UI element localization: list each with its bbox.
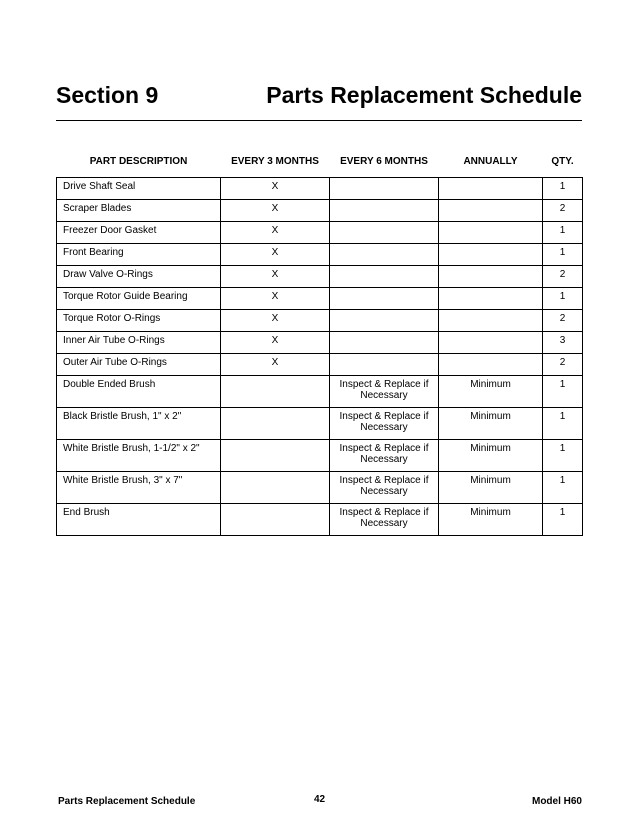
part-description-cell: Freezer Door Gasket bbox=[57, 222, 221, 244]
qty-cell: 1 bbox=[543, 178, 583, 200]
column-header-every-6-months: EVERY 6 MONTHS bbox=[330, 146, 439, 178]
every-6-months-cell: Inspect & Replace if Necessary bbox=[330, 472, 439, 504]
qty-cell: 2 bbox=[543, 200, 583, 222]
column-header-qty: QTY. bbox=[543, 146, 583, 178]
annually-cell: Minimum bbox=[439, 408, 543, 440]
qty-cell: 1 bbox=[543, 440, 583, 472]
table-row bbox=[57, 354, 583, 376]
annually-cell bbox=[439, 266, 543, 288]
table-row bbox=[57, 178, 583, 200]
every-3-months-cell: X bbox=[221, 266, 330, 288]
page-number: 42 bbox=[314, 794, 326, 805]
model-label: Model H60 bbox=[531, 796, 582, 807]
annually-cell: Minimum bbox=[439, 376, 543, 408]
every-6-months-cell bbox=[330, 266, 439, 288]
every-3-months-cell bbox=[221, 504, 330, 536]
part-description-cell: White Bristle Brush, 3" x 7" bbox=[57, 472, 221, 504]
every-6-months-cell bbox=[330, 332, 439, 354]
annually-cell bbox=[439, 244, 543, 266]
part-description-cell: End Brush bbox=[57, 504, 221, 536]
every-3-months-cell: X bbox=[221, 222, 330, 244]
every-6-months-cell: Inspect & Replace if Necessary bbox=[330, 408, 439, 440]
table-row bbox=[57, 310, 583, 332]
annually-cell bbox=[439, 310, 543, 332]
every-3-months-cell bbox=[221, 376, 330, 408]
qty-cell: 1 bbox=[543, 376, 583, 408]
table-row bbox=[57, 376, 583, 408]
annually-cell: Minimum bbox=[439, 504, 543, 536]
annually-cell bbox=[439, 354, 543, 376]
every-3-months-cell bbox=[221, 472, 330, 504]
table-header-row bbox=[57, 146, 583, 178]
table-row bbox=[57, 200, 583, 222]
header-divider bbox=[56, 120, 582, 121]
footer-section-title: Parts Replacement Schedule bbox=[58, 796, 196, 807]
qty-cell: 1 bbox=[543, 504, 583, 536]
column-header-annually: ANNUALLY bbox=[439, 146, 543, 178]
part-description-cell: Scraper Blades bbox=[57, 200, 221, 222]
qty-cell: 1 bbox=[543, 244, 583, 266]
qty-cell: 3 bbox=[543, 332, 583, 354]
table-row bbox=[57, 332, 583, 354]
part-description-cell: Torque Rotor Guide Bearing bbox=[57, 288, 221, 310]
annually-cell bbox=[439, 222, 543, 244]
part-description-cell: Outer Air Tube O-Rings bbox=[57, 354, 221, 376]
annually-cell: Minimum bbox=[439, 440, 543, 472]
parts-schedule-table bbox=[56, 146, 583, 536]
every-3-months-cell bbox=[221, 408, 330, 440]
every-6-months-cell bbox=[330, 310, 439, 332]
every-6-months-cell: Inspect & Replace if Necessary bbox=[330, 504, 439, 536]
every-6-months-cell: Inspect & Replace if Necessary bbox=[330, 440, 439, 472]
part-description-cell: Torque Rotor O-Rings bbox=[57, 310, 221, 332]
table-row bbox=[57, 288, 583, 310]
part-description-cell: White Bristle Brush, 1-1/2" x 2" bbox=[57, 440, 221, 472]
every-3-months-cell: X bbox=[221, 332, 330, 354]
qty-cell: 2 bbox=[543, 266, 583, 288]
qty-cell: 1 bbox=[543, 288, 583, 310]
page-title: Parts Replacement Schedule bbox=[266, 82, 582, 108]
qty-cell: 1 bbox=[543, 222, 583, 244]
every-6-months-cell bbox=[330, 288, 439, 310]
qty-cell: 1 bbox=[543, 408, 583, 440]
part-description-cell: Draw Valve O-Rings bbox=[57, 266, 221, 288]
every-3-months-cell: X bbox=[221, 288, 330, 310]
qty-cell: 2 bbox=[543, 354, 583, 376]
qty-cell: 1 bbox=[543, 472, 583, 504]
table-row bbox=[57, 440, 583, 472]
annually-cell bbox=[439, 178, 543, 200]
every-3-months-cell: X bbox=[221, 200, 330, 222]
every-6-months-cell bbox=[330, 200, 439, 222]
table-row bbox=[57, 408, 583, 440]
part-description-cell: Black Bristle Brush, 1" x 2" bbox=[57, 408, 221, 440]
every-3-months-cell: X bbox=[221, 354, 330, 376]
part-description-cell: Double Ended Brush bbox=[57, 376, 221, 408]
table-row bbox=[57, 472, 583, 504]
every-3-months-cell: X bbox=[221, 178, 330, 200]
every-6-months-cell bbox=[330, 178, 439, 200]
every-3-months-cell: X bbox=[221, 310, 330, 332]
part-description-cell: Front Bearing bbox=[57, 244, 221, 266]
every-6-months-cell bbox=[330, 222, 439, 244]
qty-cell: 2 bbox=[543, 310, 583, 332]
every-6-months-cell bbox=[330, 354, 439, 376]
every-3-months-cell: X bbox=[221, 244, 330, 266]
column-header-part-description: PART DESCRIPTION bbox=[57, 146, 221, 178]
page-header bbox=[56, 82, 582, 118]
section-number: Section 9 bbox=[56, 82, 159, 108]
every-3-months-cell bbox=[221, 440, 330, 472]
table-row bbox=[57, 504, 583, 536]
every-6-months-cell bbox=[330, 244, 439, 266]
page-footer bbox=[56, 796, 582, 810]
annually-cell bbox=[439, 288, 543, 310]
annually-cell bbox=[439, 332, 543, 354]
part-description-cell: Inner Air Tube O-Rings bbox=[57, 332, 221, 354]
part-description-cell: Drive Shaft Seal bbox=[57, 178, 221, 200]
annually-cell bbox=[439, 200, 543, 222]
annually-cell: Minimum bbox=[439, 472, 543, 504]
table-row bbox=[57, 266, 583, 288]
every-6-months-cell: Inspect & Replace if Necessary bbox=[330, 376, 439, 408]
table-row bbox=[57, 222, 583, 244]
column-header-every-3-months: EVERY 3 MONTHS bbox=[221, 146, 330, 178]
table-row bbox=[57, 244, 583, 266]
